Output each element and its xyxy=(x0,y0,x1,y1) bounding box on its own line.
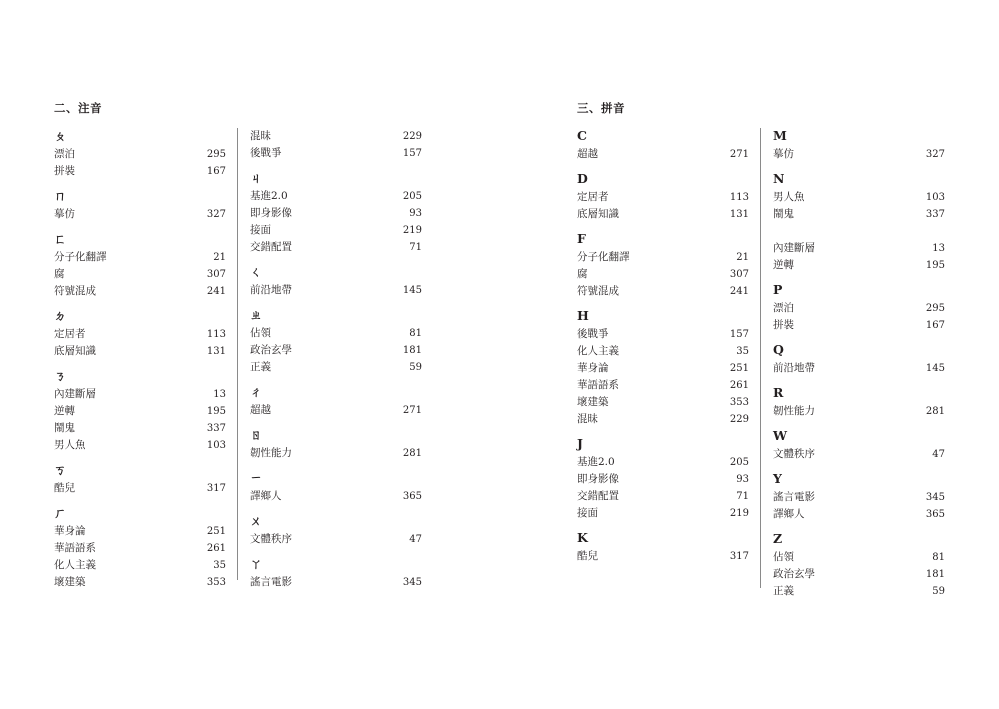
index-entry xyxy=(250,146,422,161)
index-term: 正義 xyxy=(773,585,794,597)
index-page-number: 327 xyxy=(925,149,945,160)
index-page-number: 229 xyxy=(402,131,422,142)
index-term: 超越 xyxy=(577,148,598,160)
index-letter-heading: W xyxy=(773,428,788,443)
index-term: 韌性能力 xyxy=(773,405,815,417)
index-letter-heading: K xyxy=(577,530,588,545)
index-page-number: 353 xyxy=(729,397,749,408)
index-letter-heading: ㄨ xyxy=(250,514,263,528)
index-page-number: 157 xyxy=(729,329,749,340)
index-page-number: 337 xyxy=(925,209,945,220)
index-term: 分子化翻譯 xyxy=(577,251,630,263)
index-entry xyxy=(773,190,945,205)
index-term: 政治玄學 xyxy=(773,568,815,580)
index-term: 酷兒 xyxy=(54,482,75,494)
index-entry xyxy=(250,223,422,238)
index-page-number: 219 xyxy=(402,225,422,236)
index-page-number: 345 xyxy=(402,577,422,588)
index-entry xyxy=(54,404,226,419)
index-page-number: 307 xyxy=(729,269,749,280)
index-page-number: 113 xyxy=(206,329,226,340)
index-page-number: 345 xyxy=(925,492,945,503)
index-page-number: 21 xyxy=(213,252,226,263)
index-term: 前沿地帶 xyxy=(773,362,815,374)
index-term: 內建斷層 xyxy=(773,242,815,254)
index-term: 文體秩序 xyxy=(250,533,292,545)
index-entry xyxy=(54,327,226,342)
index-term: 符號混成 xyxy=(577,285,619,297)
index-entry xyxy=(773,584,945,599)
index-term: 混昧 xyxy=(250,130,271,142)
pinyin-section-title: 三、拼音 xyxy=(577,101,625,115)
index-page-number: 317 xyxy=(729,551,749,562)
index-page-number: 307 xyxy=(206,269,226,280)
index-letter-heading: ㄈ xyxy=(54,232,67,246)
index-term: 壞建築 xyxy=(54,576,86,588)
index-term: 超越 xyxy=(250,404,271,416)
index-term: 政治玄學 xyxy=(250,344,292,356)
index-term: 逆轉 xyxy=(54,405,75,417)
index-page-number: 271 xyxy=(729,149,749,160)
index-page-number: 281 xyxy=(402,448,422,459)
index-page-number: 353 xyxy=(206,577,226,588)
index-letter-heading: H xyxy=(577,308,589,323)
index-page-number: 21 xyxy=(736,252,749,263)
index-entry xyxy=(250,240,422,255)
index-entry xyxy=(54,387,226,402)
index-term: 即身影像 xyxy=(250,207,292,219)
index-term: 華語語系 xyxy=(577,379,619,391)
index-term: 符號混成 xyxy=(54,285,96,297)
index-term: 摹仿 xyxy=(773,148,794,160)
index-page-number: 337 xyxy=(206,423,226,434)
index-entry xyxy=(54,481,226,496)
index-term: 化人主義 xyxy=(577,345,619,357)
index-entry xyxy=(250,360,422,375)
index-letter-heading: ㄓ xyxy=(250,308,263,322)
index-term: 接面 xyxy=(250,224,271,236)
index-entry xyxy=(773,147,945,162)
index-entry xyxy=(577,267,749,282)
index-entry xyxy=(250,283,422,298)
zhuyin-column-divider xyxy=(237,128,238,580)
index-term: 腐 xyxy=(54,268,65,280)
index-term: 鬧鬼 xyxy=(773,208,794,220)
index-term: 交錯配置 xyxy=(250,241,292,253)
index-entry xyxy=(577,344,749,359)
index-term: 拼裝 xyxy=(773,319,794,331)
index-page-number: 271 xyxy=(402,405,422,416)
index-term: 漂泊 xyxy=(54,148,75,160)
zhuyin-section-title: 二、注音 xyxy=(54,101,102,115)
index-entry xyxy=(54,207,226,222)
index-entry xyxy=(54,284,226,299)
index-term: 男人魚 xyxy=(773,191,805,203)
index-entry xyxy=(773,301,945,316)
index-letter-heading: ㄉ xyxy=(54,309,67,323)
index-entry xyxy=(577,489,749,504)
index-term: 酷兒 xyxy=(577,550,598,562)
index-entry xyxy=(773,318,945,333)
index-page-number: 131 xyxy=(729,209,749,220)
index-term: 譯鄉人 xyxy=(773,508,805,520)
index-page-number: 93 xyxy=(409,208,422,219)
index-page-number: 295 xyxy=(206,149,226,160)
index-letter-heading: ㄆ xyxy=(54,129,67,143)
index-entry xyxy=(250,326,422,341)
index-term: 基進2.0 xyxy=(250,190,288,202)
index-letter-heading: ㄋ xyxy=(54,369,67,383)
index-entry xyxy=(54,438,226,453)
index-letter-heading: ㄧ xyxy=(250,471,263,485)
index-entry xyxy=(773,404,945,419)
index-page-number: 181 xyxy=(402,345,422,356)
index-term: 文體秩序 xyxy=(773,448,815,460)
index-page-number: 281 xyxy=(925,406,945,417)
index-term: 分子化翻譯 xyxy=(54,251,107,263)
index-page-number: 35 xyxy=(736,346,749,357)
index-page-number: 195 xyxy=(206,406,226,417)
index-letter-heading: F xyxy=(577,231,586,246)
index-entry xyxy=(250,189,422,204)
index-letter-heading: Z xyxy=(773,531,783,546)
index-entry xyxy=(577,412,749,427)
index-entry xyxy=(250,403,422,418)
index-entry xyxy=(250,489,422,504)
index-entry xyxy=(54,344,226,359)
index-page-number: 131 xyxy=(206,346,226,357)
index-term: 化人主義 xyxy=(54,559,96,571)
index-page-number: 365 xyxy=(402,491,422,502)
index-term: 華身論 xyxy=(577,362,609,374)
index-entry xyxy=(773,550,945,565)
index-term: 後戰爭 xyxy=(250,147,282,159)
index-letter-heading: ㄇ xyxy=(54,189,67,203)
index-letter-heading: Q xyxy=(773,342,784,357)
index-term: 韌性能力 xyxy=(250,447,292,459)
index-letter-heading: ㄚ xyxy=(250,557,263,571)
index-entry xyxy=(250,532,422,547)
index-letter-heading: C xyxy=(577,128,587,143)
index-entry xyxy=(577,190,749,205)
index-page-number: 229 xyxy=(729,414,749,425)
index-entry xyxy=(577,506,749,521)
index-page-number: 219 xyxy=(729,508,749,519)
index-term: 後戰爭 xyxy=(577,328,609,340)
index-entry xyxy=(54,147,226,162)
index-entry xyxy=(577,361,749,376)
index-term: 拼裝 xyxy=(54,165,75,177)
index-entry xyxy=(54,267,226,282)
index-term: 謠言電影 xyxy=(250,576,292,588)
index-term: 華身論 xyxy=(54,525,86,537)
index-term: 壞建築 xyxy=(577,396,609,408)
index-term: 前沿地帶 xyxy=(250,284,292,296)
index-page-number: 93 xyxy=(736,474,749,485)
index-page-number: 113 xyxy=(729,192,749,203)
index-page-number: 181 xyxy=(925,569,945,580)
index-term: 定居者 xyxy=(577,191,609,203)
index-entry xyxy=(577,378,749,393)
index-term: 逆轉 xyxy=(773,259,794,271)
index-page-number: 71 xyxy=(736,491,749,502)
index-entry xyxy=(577,284,749,299)
index-page-number: 103 xyxy=(925,192,945,203)
index-letter-heading: ㄖ xyxy=(250,428,263,442)
index-page-number: 195 xyxy=(925,260,945,271)
index-page-number: 205 xyxy=(729,457,749,468)
index-letter-heading: J xyxy=(577,436,583,451)
index-entry xyxy=(577,472,749,487)
index-entry xyxy=(54,524,226,539)
index-entry xyxy=(54,541,226,556)
index-term: 佔領 xyxy=(773,551,794,563)
index-term: 底層知識 xyxy=(577,208,619,220)
index-page-number: 103 xyxy=(206,440,226,451)
index-term: 正義 xyxy=(250,361,271,373)
index-page-number: 251 xyxy=(206,526,226,537)
index-page-number: 261 xyxy=(206,543,226,554)
index-page-number: 47 xyxy=(932,449,945,460)
index-term: 內建斷層 xyxy=(54,388,96,400)
index-letter-heading: Y xyxy=(773,471,782,486)
index-page-number: 59 xyxy=(932,586,945,597)
index-term: 交錯配置 xyxy=(577,490,619,502)
index-entry xyxy=(577,207,749,222)
index-page-number: 167 xyxy=(925,320,945,331)
index-page-number: 251 xyxy=(729,363,749,374)
index-entry xyxy=(773,507,945,522)
index-page-number: 157 xyxy=(402,148,422,159)
index-entry xyxy=(54,558,226,573)
index-term: 華語語系 xyxy=(54,542,96,554)
index-page-number: 241 xyxy=(729,286,749,297)
index-entry xyxy=(773,241,945,256)
index-term: 男人魚 xyxy=(54,439,86,451)
index-entry xyxy=(577,327,749,342)
index-page-number: 81 xyxy=(409,328,422,339)
index-letter-heading: M xyxy=(773,128,787,143)
index-term: 即身影像 xyxy=(577,473,619,485)
index-letter-heading: R xyxy=(773,385,784,400)
index-entry xyxy=(773,361,945,376)
index-term: 定居者 xyxy=(54,328,86,340)
index-entry xyxy=(250,446,422,461)
index-entry xyxy=(773,258,945,273)
index-letter-heading: ㄔ xyxy=(250,385,263,399)
index-page-number: 167 xyxy=(206,166,226,177)
index-entry xyxy=(577,549,749,564)
index-entry xyxy=(773,447,945,462)
index-letter-heading: ㄎ xyxy=(54,463,67,477)
index-page-number: 59 xyxy=(409,362,422,373)
index-entry xyxy=(54,575,226,590)
index-entry xyxy=(250,129,422,144)
index-entry xyxy=(577,395,749,410)
index-page-number: 145 xyxy=(402,285,422,296)
index-page-number: 205 xyxy=(402,191,422,202)
index-letter-heading: ㄏ xyxy=(54,506,67,520)
index-entry xyxy=(577,147,749,162)
index-page-number: 295 xyxy=(925,303,945,314)
index-entry xyxy=(773,207,945,222)
index-term: 摹仿 xyxy=(54,208,75,220)
index-letter-heading: D xyxy=(577,171,588,186)
index-page-number: 71 xyxy=(409,242,422,253)
index-term: 接面 xyxy=(577,507,598,519)
index-term: 佔領 xyxy=(250,327,271,339)
index-term: 底層知識 xyxy=(54,345,96,357)
index-page-number: 81 xyxy=(932,552,945,563)
index-term: 譯鄉人 xyxy=(250,490,282,502)
index-entry xyxy=(250,575,422,590)
index-letter-heading: ㄑ xyxy=(250,265,263,279)
index-page-number: 47 xyxy=(409,534,422,545)
index-page-number: 317 xyxy=(206,483,226,494)
index-entry xyxy=(577,455,749,470)
index-letter-heading: P xyxy=(773,282,783,297)
index-entry xyxy=(577,250,749,265)
index-term: 腐 xyxy=(577,268,588,280)
index-page-number: 327 xyxy=(206,209,226,220)
index-term: 漂泊 xyxy=(773,302,794,314)
index-letter-heading: N xyxy=(773,171,785,186)
index-entry xyxy=(54,164,226,179)
pinyin-column-divider xyxy=(760,128,761,588)
index-page-number: 261 xyxy=(729,380,749,391)
index-term: 基進2.0 xyxy=(577,456,615,468)
index-page-number: 145 xyxy=(925,363,945,374)
index-page-number: 241 xyxy=(206,286,226,297)
index-entry xyxy=(773,567,945,582)
index-entry xyxy=(54,250,226,265)
index-term: 鬧鬼 xyxy=(54,422,75,434)
index-page-number: 365 xyxy=(925,509,945,520)
index-page-number: 13 xyxy=(932,243,945,254)
index-entry xyxy=(54,421,226,436)
index-term: 謠言電影 xyxy=(773,491,815,503)
index-entry xyxy=(773,490,945,505)
index-page-number: 35 xyxy=(213,560,226,571)
index-entry xyxy=(250,206,422,221)
index-letter-heading: ㄐ xyxy=(250,171,263,185)
index-term: 混昧 xyxy=(577,413,598,425)
index-page-number: 13 xyxy=(213,389,226,400)
index-entry xyxy=(250,343,422,358)
